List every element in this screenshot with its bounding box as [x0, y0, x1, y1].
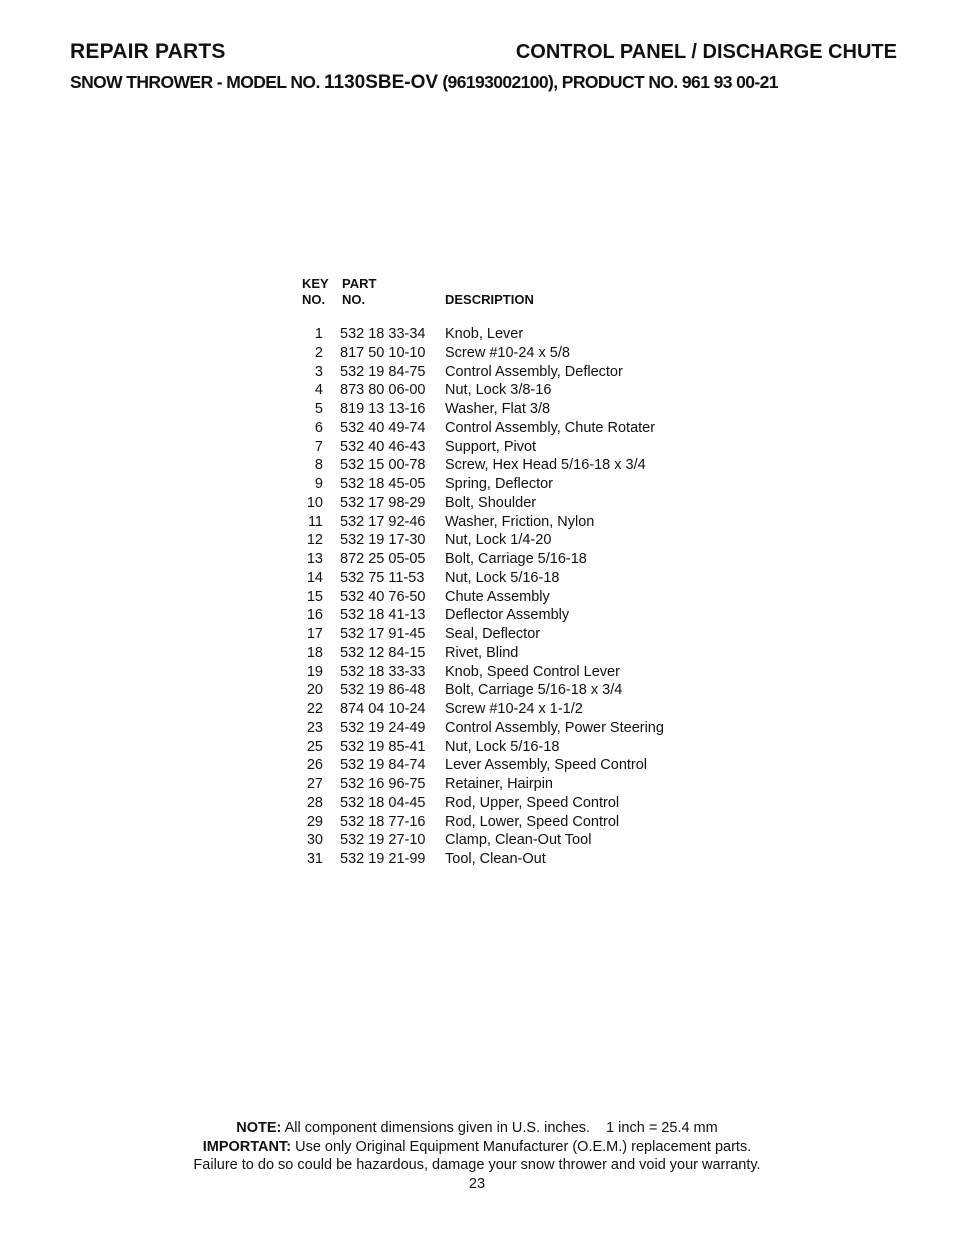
part-number: 532 16 96-75: [340, 776, 426, 792]
part-description: Seal, Deflector: [445, 626, 541, 642]
key-number: 9: [314, 476, 323, 492]
key-number: 27: [306, 776, 323, 792]
table-row: [300, 719, 720, 738]
column-header-key-line2: NO.: [302, 292, 326, 307]
part-number: 532 19 17-30: [340, 532, 426, 549]
table-row: [300, 681, 720, 700]
key-number: 23: [306, 719, 323, 736]
key-number: 14: [306, 569, 323, 586]
table-row: [300, 850, 720, 869]
part-number: 532 18 45-05: [340, 476, 426, 492]
part-number: 532 19 21-99: [340, 851, 426, 867]
part-number: 872 25 05-05: [340, 551, 426, 567]
part-description: Nut, Lock 5/16-18: [445, 569, 560, 586]
part-number: 532 19 84-74: [340, 757, 426, 774]
table-row: [300, 381, 720, 400]
key-number: 7: [314, 438, 323, 455]
column-header-part-line1: PART: [342, 276, 377, 291]
part-description: Control Assembly, Deflector: [445, 363, 623, 380]
note-line: [0, 1119, 954, 1138]
part-description: Retainer, Hairpin: [445, 776, 553, 792]
key-number: 29: [306, 813, 323, 830]
key-number: 8: [314, 457, 323, 474]
part-description: Rod, Upper, Speed Control: [445, 794, 620, 811]
important-text: Use only Original Equipment Manufacturer (O.E.M.) replacement parts.: [295, 1138, 752, 1155]
subtitle-suffix: (96193002100), PRODUCT NO. 961 93 00-21: [442, 72, 778, 92]
key-number: 28: [306, 794, 323, 811]
subtitle-prefix: SNOW THROWER - MODEL NO.: [70, 72, 320, 92]
warning-line: Failure to do so could be hazardous, damage your snow thrower and void your warranty.: [193, 1157, 761, 1173]
key-number: 3: [314, 363, 323, 380]
part-number: 532 17 92-46: [340, 513, 426, 530]
part-description: Washer, Friction, Nylon: [445, 513, 595, 530]
part-number: 532 19 27-10: [340, 832, 426, 849]
table-row: [300, 813, 720, 832]
part-description: Clamp, Clean-Out Tool: [445, 832, 592, 849]
key-number: 25: [306, 738, 323, 755]
part-description: Bolt, Carriage 5/16-18 x 3/4: [445, 682, 623, 699]
section-title: REPAIR PARTS: [70, 40, 226, 63]
table-row: [300, 831, 720, 850]
part-description: Screw, Hex Head 5/16-18 x 3/4: [445, 457, 646, 474]
part-number: 532 15 00-78: [340, 457, 426, 474]
table-row: [300, 475, 720, 494]
key-number: 11: [307, 513, 323, 530]
key-number: 4: [314, 382, 323, 399]
part-number: 532 18 41-13: [340, 607, 426, 624]
part-number: 532 40 49-74: [340, 419, 426, 436]
table-row: [300, 513, 720, 532]
table-row: [300, 625, 720, 644]
key-number: 2: [314, 344, 323, 361]
parts-list: [300, 325, 720, 869]
important-line: [0, 1138, 954, 1157]
table-row: [300, 363, 720, 382]
key-number: 26: [306, 757, 323, 774]
key-number: 18: [306, 644, 323, 661]
table-row: [300, 794, 720, 813]
table-row: [300, 531, 720, 550]
note-label: NOTE:: [236, 1120, 282, 1136]
part-number: 532 18 33-34: [340, 326, 426, 342]
part-description: Bolt, Shoulder: [445, 494, 537, 511]
part-number: 532 17 91-45: [340, 626, 426, 642]
key-number: 6: [314, 419, 323, 436]
footer: [0, 1119, 954, 1193]
part-number: 532 40 76-50: [340, 588, 426, 605]
table-row: [300, 569, 720, 588]
part-description: Washer, Flat 3/8: [445, 401, 551, 417]
note-text: All component dimensions given in U.S. inches.: [284, 1120, 591, 1136]
page-title: CONTROL PANEL / DISCHARGE CHUTE: [515, 41, 897, 63]
part-description: Rod, Lower, Speed Control: [445, 813, 620, 830]
key-number: 5: [314, 401, 323, 417]
part-description: Control Assembly, Chute Rotater: [445, 419, 656, 436]
key-number: 13: [306, 551, 323, 567]
part-description: Deflector Assembly: [445, 607, 570, 624]
table-row: [300, 456, 720, 475]
key-number: 20: [306, 682, 323, 699]
table-row: [300, 438, 720, 457]
part-number: 873 80 06-00: [340, 382, 426, 399]
part-number: 874 04 10-24: [340, 701, 426, 717]
model-subtitle: [70, 71, 900, 94]
column-header-key-line1: KEY: [302, 276, 329, 291]
part-number: 819 13 13-16: [340, 401, 426, 417]
key-number: 17: [306, 626, 323, 642]
part-description: Knob, Speed Control Lever: [445, 663, 620, 680]
part-number: 532 19 85-41: [340, 738, 426, 755]
column-header-description: DESCRIPTION: [445, 292, 534, 307]
part-description: Chute Assembly: [445, 588, 550, 605]
key-number: 12: [306, 532, 323, 549]
table-row: [300, 606, 720, 625]
part-number: 532 18 33-33: [340, 663, 426, 680]
part-number: 532 40 46-43: [340, 438, 426, 455]
table-row: [300, 419, 720, 438]
part-number: 532 19 84-75: [340, 363, 426, 380]
part-description: Lever Assembly, Speed Control: [445, 757, 648, 774]
part-number: 532 18 04-45: [340, 794, 426, 811]
part-number: 532 18 77-16: [340, 813, 426, 830]
conversion-text: 1 inch = 25.4 mm: [606, 1120, 718, 1136]
part-description: Screw #10-24 x 1-1/2: [445, 701, 583, 717]
table-row: [300, 644, 720, 663]
column-header-part-line2: NO.: [342, 292, 366, 307]
part-number: 532 19 86-48: [340, 682, 426, 699]
table-row: [300, 588, 720, 607]
table-row: [300, 700, 720, 719]
key-number: 16: [306, 607, 323, 624]
model-number: 1130SBE-OV: [323, 72, 439, 93]
important-label: IMPORTANT:: [202, 1138, 292, 1155]
table-row: [300, 400, 720, 419]
table-row: [300, 756, 720, 775]
key-number: 10: [306, 494, 323, 511]
table-row: [300, 775, 720, 794]
table-row: [300, 550, 720, 569]
part-description: Screw #10-24 x 5/8: [445, 344, 570, 361]
part-number: 532 17 98-29: [340, 494, 426, 511]
key-number: 31: [306, 851, 323, 867]
table-row: [300, 494, 720, 513]
part-number: 532 12 84-15: [340, 644, 426, 661]
part-number: 532 75 11-53: [340, 569, 425, 586]
part-description: Bolt, Carriage 5/16-18: [445, 551, 587, 567]
part-description: Nut, Lock 5/16-18: [445, 738, 560, 755]
part-description: Rivet, Blind: [445, 644, 519, 661]
table-row: [300, 738, 720, 757]
key-number: 15: [306, 588, 323, 605]
key-number: 1: [314, 326, 323, 342]
part-description: Spring, Deflector: [445, 476, 553, 492]
key-number: 22: [306, 701, 323, 717]
table-row: [300, 344, 720, 363]
part-description: Knob, Lever: [445, 326, 524, 342]
part-description: Control Assembly, Power Steering: [445, 719, 664, 736]
table-row: [300, 663, 720, 682]
part-description: Support, Pivot: [445, 438, 537, 455]
key-number: 30: [306, 832, 323, 849]
key-number: 19: [306, 663, 323, 680]
table-row: [300, 325, 720, 344]
part-number: 817 50 10-10: [340, 344, 426, 361]
part-number: 532 19 24-49: [340, 719, 426, 736]
part-description: Nut, Lock 3/8-16: [445, 382, 552, 399]
part-description: Tool, Clean-Out: [445, 851, 546, 867]
part-description: Nut, Lock 1/4-20: [445, 532, 552, 549]
page-number: 23: [468, 1175, 486, 1192]
